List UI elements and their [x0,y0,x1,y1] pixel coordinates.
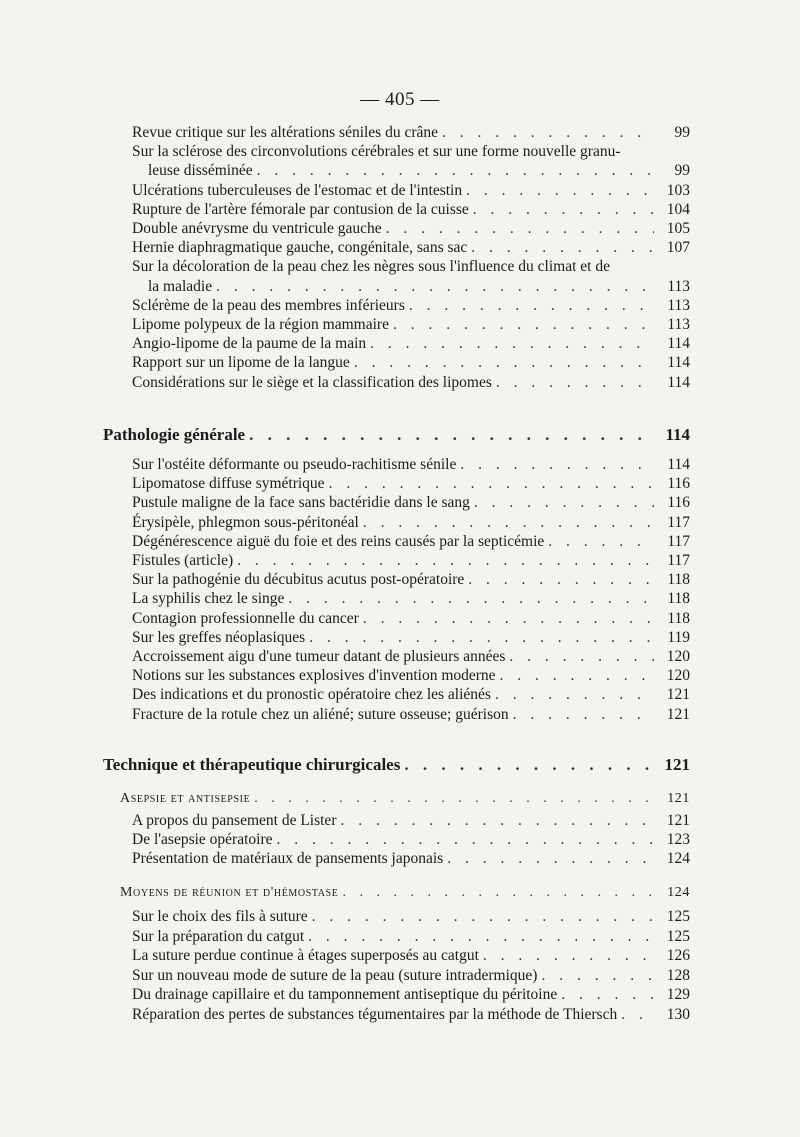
dot-leader [393,316,654,334]
entry-page: 118 [667,571,690,589]
toc-entry[interactable] [132,316,690,334]
entry-page: 113 [667,316,690,333]
entry-title: Du drainage capillaire et du tamponnement antiseptique du péritoine [132,986,558,1004]
dot-leader [466,182,654,200]
entry-page: 124 [667,885,690,900]
entry-title: Contagion professionnelle du cancer [132,609,359,627]
dot-leader [541,967,654,985]
toc-entry[interactable] [132,456,690,474]
entry-title: Réparation des pertes de substances tégumentaires par la méthode de Thiersch [132,1006,618,1023]
dot-leader [447,850,654,868]
entry-title: Revue critique sur les altérations séniles du crâne [132,124,439,141]
entry-title: la maladie [148,277,213,295]
toc-entry[interactable] [132,182,690,200]
dot-leader [468,571,654,589]
dot-leader [474,494,654,512]
dot-leader [500,667,654,685]
dot-leader [495,686,654,704]
dot-leader [483,947,654,965]
entry-title: La syphilis chez le singe [132,590,285,608]
entry-title: Accroissement aigu d'une tumeur datant de plusieurs années [132,648,506,665]
entry-page: 124 [666,850,690,868]
entry-title: Lipome polypeux de la région mammaire [132,316,389,333]
toc-entry[interactable] [132,908,690,926]
dot-leader [442,124,654,142]
entry-title: Hernie diaphragmatique gauche, congénitale, sans sac [132,239,468,257]
toc-entry[interactable] [132,928,690,946]
dot-leader [370,335,654,353]
toc-entry[interactable] [132,1006,690,1024]
entry-page: 116 [667,475,690,493]
dot-leader [473,201,654,219]
dot-leader [312,908,654,926]
toc-entry[interactable] [132,533,690,551]
entry-page: 99 [674,124,690,141]
dot-leader [308,928,654,946]
entry-page: 118 [667,590,690,608]
entry-page: 114 [667,373,690,391]
entry-title: Sclérème de la peau des membres inférieurs [132,296,405,314]
dot-leader [460,456,654,474]
entry-page: 104 [666,200,690,218]
toc-entry[interactable] [132,590,690,608]
entry-title: Fracture de la rotule chez un aliéné; suture osseuse; guérison [132,705,509,723]
entry-page: 125 [666,908,690,925]
dot-leader [363,514,654,532]
dot-leader [254,790,654,808]
entry-page: 105 [666,220,690,237]
entry-title: Sur le choix des fils à suture [132,908,308,925]
entry-page: 117 [667,513,690,531]
dot-leader [340,812,654,830]
toc-entry[interactable] [132,475,690,493]
entry-title: Des indications et du pronostic opératoire chez les aliénés [132,686,491,704]
entry-title: Sur les greffes néoplasiques [132,628,306,646]
toc-entry[interactable] [132,201,690,219]
entry-title: Lipomatose diffuse symétrique [132,475,325,493]
dot-leader [621,1006,654,1024]
dot-leader [386,220,654,238]
dot-leader [513,706,654,724]
toc-entry[interactable] [132,947,690,965]
entry-page: 120 [666,667,690,685]
toc-entry[interactable] [132,629,690,647]
entry-page: 126 [666,947,690,965]
entry-title: Double anévrysme du ventricule gauche [132,220,382,237]
toc-entry[interactable] [132,571,690,589]
toc-entry[interactable] [132,239,690,257]
entry-title: leuse disséminée [148,162,253,180]
dot-leader [471,239,654,257]
dot-leader [409,297,654,315]
entry-page: 121 [664,755,690,774]
dot-leader [404,756,654,774]
entry-title: Rupture de l'artère fémorale par contusion de la cuisse [132,200,469,218]
entry-title: Considérations sur le siège et la classification des lipomes [132,373,492,391]
entry-page: 125 [666,927,690,945]
toc-entry[interactable] [132,354,690,372]
entry-title: Ulcérations tuberculeuses de l'estomac et de l'intestin [132,181,463,199]
section-heading-pathologie[interactable] [103,426,690,444]
entry-page: 121 [667,791,690,806]
entry-title: Notions sur les substances explosives d'invention moderne [132,667,496,685]
toc-entry[interactable] [132,494,690,512]
section-heading-technique[interactable] [103,756,690,774]
subsection-asepsie[interactable] [120,790,690,808]
entry-page: 99 [674,162,690,180]
entry-title: Rapport sur un lipome de la langue [132,354,350,372]
entry-title: Sur la pathogénie du décubitus acutus post-opératoire [132,571,465,589]
entry-page: 116 [667,494,690,512]
entry-page: 114 [667,354,690,372]
dot-leader [237,552,654,570]
entry-title: Fistules (article) [132,552,234,569]
toc-entry[interactable] [132,220,690,238]
dot-leader [509,648,654,666]
dot-leader [342,884,654,902]
entry-title-line: Sur la décoloration de la peau chez les nègres sous l'influence du climat et de [132,258,610,276]
toc-entry[interactable] [132,610,690,628]
toc-entry[interactable] [132,831,690,849]
dot-leader [249,426,654,444]
toc-entry[interactable] [148,278,690,296]
entry-title-line: Sur la sclérose des circonvolutions cérébrales et sur une forme nouvelle granu- [132,143,621,161]
entry-title: A propos du pansement de Lister [132,812,337,829]
entry-title: Sur un nouveau mode de suture de la peau (suture intradermique) [132,966,538,984]
toc-entry[interactable] [132,986,690,1004]
dot-leader [216,278,654,296]
entry-page: 119 [667,628,690,646]
dot-leader [309,629,654,647]
page-number: — 405 — [360,89,440,110]
entry-title: Sur l'ostéite déformante ou pseudo-rachitisme sénile [132,456,457,473]
toc-entry[interactable] [132,297,690,315]
toc-entry[interactable] [132,850,690,868]
entry-page: 121 [666,686,690,704]
dot-leader [329,475,654,493]
entry-title: Asepsie et antisepsie [120,791,251,806]
entry-title: Pathologie générale [103,425,246,444]
entry-title: Angio-lipome de la paume de la main [132,335,367,353]
entry-page: 114 [667,456,690,473]
toc-entry[interactable] [132,335,690,353]
entry-title: Dégénérescence aiguë du foie et des reins causés par la septicémie [132,532,545,550]
entry-page: 113 [667,296,690,314]
entry-page: 130 [666,1006,690,1023]
toc-entry[interactable] [132,648,690,666]
dot-leader [363,610,654,628]
entry-page: 123 [666,831,690,849]
entry-page: 128 [666,966,690,984]
toc-entry[interactable] [132,686,690,704]
entry-page: 118 [667,609,690,627]
dot-leader [257,162,654,180]
dot-leader [496,374,654,392]
toc-entry[interactable] [132,374,690,392]
entry-page: 121 [666,812,690,829]
entry-page: 114 [665,425,690,444]
entry-title: De l'asepsie opératoire [132,831,273,849]
entry-title: Technique et thérapeutique chirurgicales [103,755,401,774]
entry-title: Pustule maligne de la face sans bactéridie dans le sang [132,494,470,512]
entry-page: 113 [667,277,690,295]
entry-title: La suture perdue continue à étages superposés au catgut [132,947,479,965]
entry-title: Érysipèle, phlegmon sous-péritonéal [132,513,359,531]
entry-page: 121 [666,705,690,723]
entry-title: Moyens de réunion et d'hémostase [120,885,339,900]
entry-title: Présentation de matériaux de pansements japonais [132,850,444,868]
dot-leader [288,590,654,608]
entry-page: 120 [666,648,690,665]
entry-page: 117 [667,532,690,550]
entry-page: 114 [667,335,690,353]
toc-entry[interactable] [132,552,690,570]
subsection-moyens[interactable] [120,884,690,902]
toc-entry[interactable] [132,706,690,724]
toc-entry[interactable] [132,667,690,685]
entry-page: 103 [666,181,690,199]
dot-leader [354,354,654,372]
dot-leader [561,986,654,1004]
dot-leader [277,831,654,849]
entry-title: Sur la préparation du catgut [132,927,305,945]
entry-page: 107 [666,239,690,257]
toc-entry[interactable] [132,124,690,142]
toc-entry[interactable] [132,967,690,985]
toc-entry[interactable] [148,162,690,180]
entry-page: 129 [666,986,690,1004]
toc-entry[interactable] [132,812,690,830]
dot-leader [548,533,654,551]
entry-page: 117 [667,552,690,569]
toc-entry[interactable] [132,514,690,532]
